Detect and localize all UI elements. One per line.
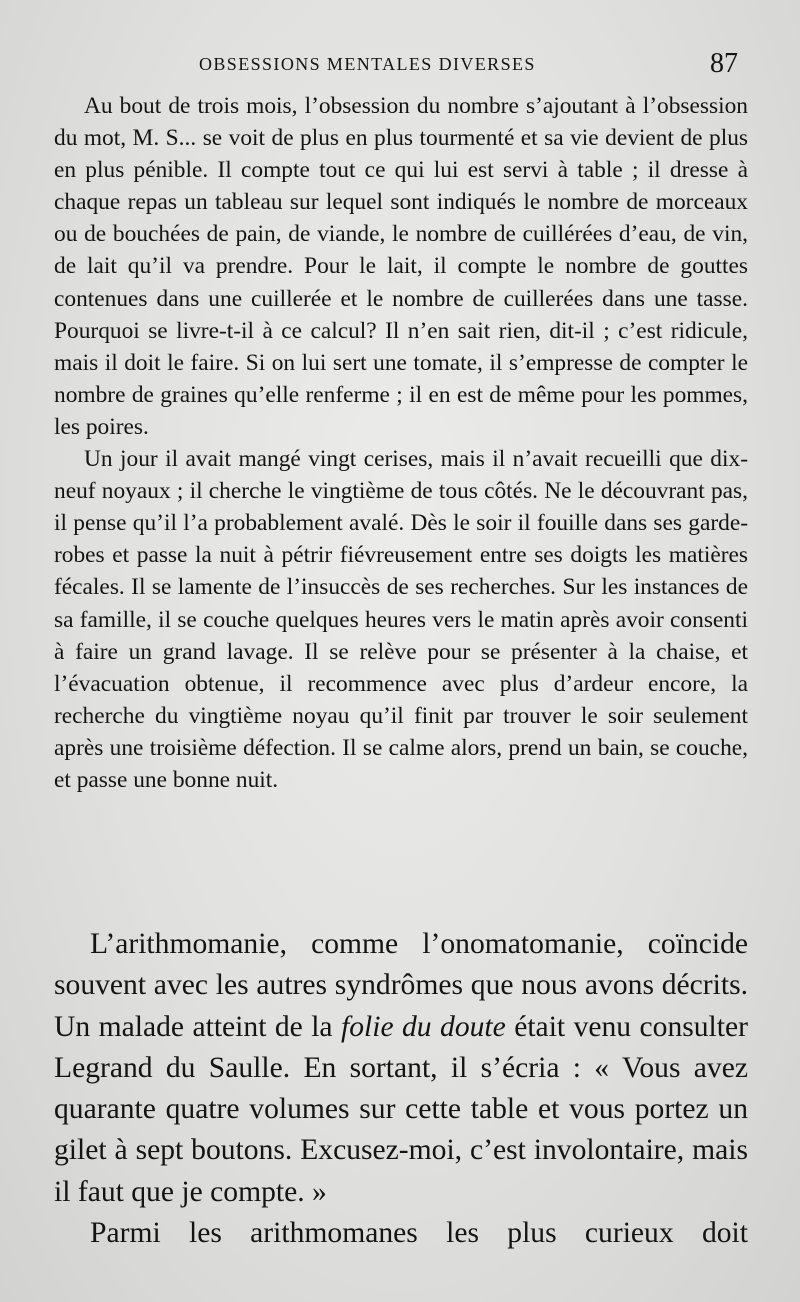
paragraph-counting-meals: Au bout de trois mois, l’obsession du nombre s’ajoutant à l’obsession du mot, M. S... se voit de plus en plus tourmenté et sa vie devient de plus en plus pénible. Il compte tout ce qui lui est servi à table ; il dresse à chaque repas un tableau sur lequel sont indiqués le nombre de morceaux ou de bouchées de pain, de viande, le nombre de cuillérées d’eau, de vin, de lait qu’il va prendre. Pour le lait, il compte le nombre de gouttes contenues dans une cuillerée et le nombre de cuillerées dans une tasse. Pourquoi se livre-t-il à ce calcul? Il n’en sait rien, dit-il ; c’est ridicule, mais il doit le faire. Si on lui sert une tomate, il s’empresse de compter le nombre de graines qu’elle renferme ; il en est de même pour les pommes, les poires. [54,93,748,440]
running-title: OBSESSIONS MENTALES DIVERSES [199,54,536,74]
paragraph-cherry-pits: Un jour il avait mangé vingt cerises, mais il n’avait recueilli que dix-neuf noyaux ; il cherche le vingtième de tous côtés. Ne le découvrant pas, il pense qu’il l’a probablement avalé. Dès le soir il fouille dans ses garde-robes et passe la nuit à pétrir fiévreusement entre ses doigts les matières fécales. Il se lamente de l’insuccès de ses recherches. Sur les instances de sa famille, il se couche quelques heures vers le matin après avoir consenti à faire un grand lavage. Il se relève pour se présenter à la chaise, et l’évacuation obtenue, il recommence avec plus d’ardeur encore, la recherche du vingtième noyau qu’il finit par trouver le soir seulement après une troisième défection. Il se calme alors, prend un bain, se couche, et passe une bonne nuit. [54,446,748,793]
italic-term-folie-du-doute: folie du doute [340,1010,506,1043]
paragraph-arithmomania-start: L’arithmomanie, comme l’onomatomanie, coïncide souvent avec les autres syndrômes que nous avons décrits. Un malade atteint de la [54,928,748,1043]
case-report-text [54,90,748,796]
paragraph-arithmomania-end: était venu consulter Legrand du Saulle. En sortant, il s’écria : « Vous avez quarante quatre volumes sur cette table et vous portez un gilet à sept boutons. Excusez-moi, c’est involontaire, mais il faut que je compte. » [54,1010,748,1208]
paragraph-arithmomanes: Parmi les arithmomanes les plus curieux doit [90,1217,748,1250]
page-number: 87 [710,48,738,79]
paragraph-arithmomania [54,924,748,1213]
main-text [54,924,748,1254]
page-header [54,50,738,84]
